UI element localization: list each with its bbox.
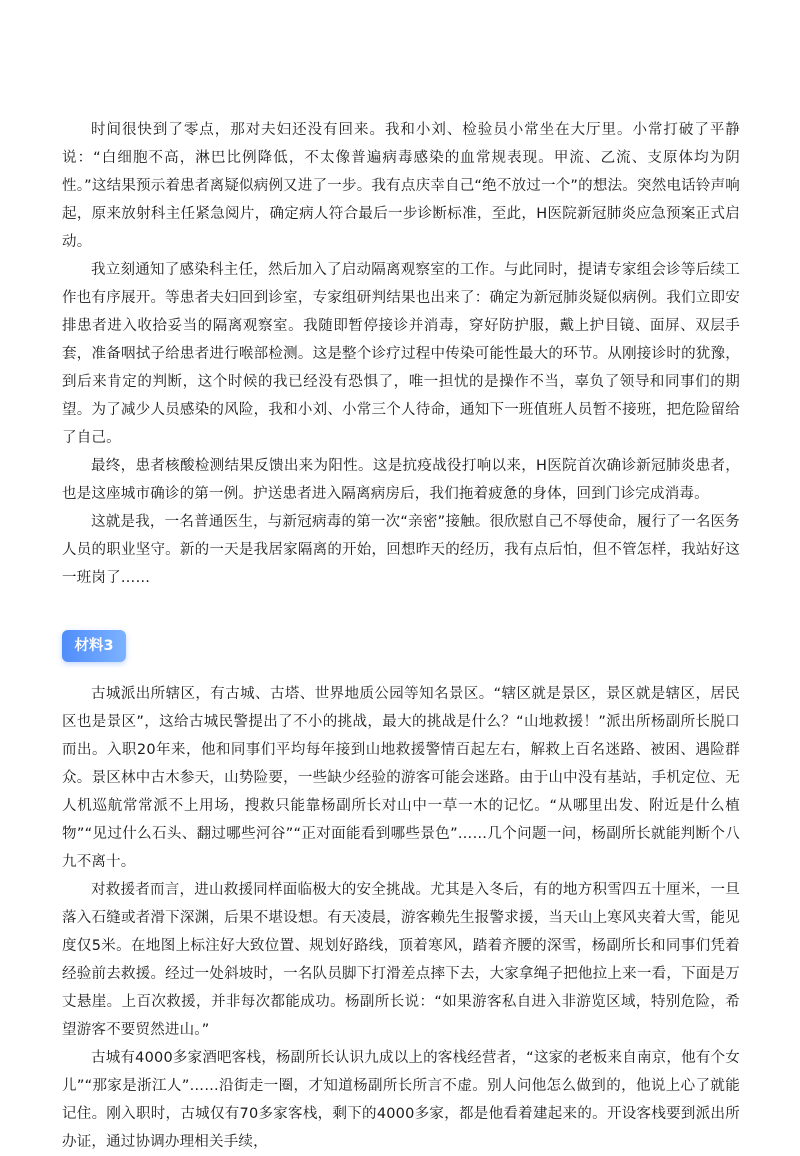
paragraph: 古城派出所辖区，有古城、古塔、世界地质公园等知名景区。“辖区就是景区，景区就是辖区，居民区也是景区”，这给古城民警提出了不小的挑战，最大的挑战是什么？“山地救援！”派出所杨副所长脱口而出。入职20年来，他和同事们平均每年接到山地救援警情百起左右，解救上百名迷路、被困、遇险群众。景区林中古木参天，山势险要，一些缺少经验的游客可能会迷路。由于山中没有基站，手机定位、无人机巡航常常派不上用场，搜救只能靠杨副所长对山中一草一木的记忆。“从哪里出发、附近是什么植物”“见过什么石头、翻过哪些河谷”“正对面能看到哪些景色”……几个问题一问，杨副所长就能判断个八九不离十。 [62, 686, 740, 870]
material-2-section [62, 116, 740, 592]
material-3-section [62, 680, 740, 1156]
material-3-badge: 材料3 [62, 630, 126, 662]
paragraph: 古城有4000多家酒吧客栈，杨副所长认识九成以上的客栈经营者，“这家的老板来自南京，他有个女儿”“那家是浙江人”……沿街走一圈，才知道杨副所长所言不虚。别人问他怎么做到的，他说上心了就能记住。刚入职时，古城仅有70多家客栈，剩下的4000多家，都是他看着建起来的。开设客栈要到派出所办证，通过协调办理相关手续， [62, 1050, 740, 1150]
paragraph: 对救援者而言，进山救援同样面临极大的安全挑战。尤其是入冬后，有的地方积雪四五十厘米，一旦落入石缝或者滑下深渊，后果不堪设想。有天凌晨，游客赖先生报警求援，当天山上寒风夹着大雪，能见度仅5米。在地图上标注好大致位置、规划好路线，顶着寒风，踏着齐腰的深雪，杨副所长和同事们凭着经验前去救援。经过一处斜坡时，一名队员脚下打滑差点摔下去，大家拿绳子把他拉上来一看，下面是万丈悬崖。上百次救援，并非每次都能成功。杨副所长说：“如果游客私自进入非游览区域，特别危险，希望游客不要贸然进山。” [62, 882, 740, 1038]
document-page [62, 116, 740, 1156]
paragraph: 时间很快到了零点，那对夫妇还没有回来。我和小刘、检验员小常坐在大厅里。小常打破了平静说：“白细胞不高，淋巴比例降低，不太像普遍病毒感染的血常规表现。甲流、乙流、支原体均为阴性。”这结果预示着患者离疑似病例又进了一步。我有点庆幸自己“绝不放过一个”的想法。突然电话铃声响起，原来放射科主任紧急阅片，确定病人符合最后一步诊断标准，至此，H医院新冠肺炎应急预案正式启动。 [62, 122, 740, 250]
paragraph: 最终，患者核酸检测结果反馈出来为阳性。这是抗疫战役打响以来，H医院首次确诊新冠肺炎患者，也是这座城市确诊的第一例。护送患者进入隔离病房后，我们拖着疲惫的身体，回到门诊完成消毒。 [62, 458, 740, 502]
paragraph: 这就是我，一名普通医生，与新冠病毒的第一次“亲密”接触。很欣慰自己不辱使命，履行了一名医务人员的职业坚守。新的一天是我居家隔离的开始，回想昨天的经历，我有点后怕，但不管怎样，我站好这一班岗了…… [62, 514, 740, 586]
paragraph: 我立刻通知了感染科主任，然后加入了启动隔离观察室的工作。与此同时，提请专家组会诊等后续工作也有序展开。等患者夫妇回到诊室，专家组研判结果也出来了：确定为新冠肺炎疑似病例。我们立即安排患者进入收拾妥当的隔离观察室。我随即暂停接诊并消毒，穿好防护服，戴上护目镜、面屏、双层手套，准备咽拭子给患者进行喉部检测。这是整个诊疗过程中传染可能性最大的环节。从刚接诊时的犹豫，到后来肯定的判断，这个时候的我已经没有恐惧了，唯一担忧的是操作不当，辜负了领导和同事们的期望。为了减少人员感染的风险，我和小刘、小常三个人待命，通知下一班值班人员暂不接班，把危险留给了自己。 [62, 262, 740, 446]
